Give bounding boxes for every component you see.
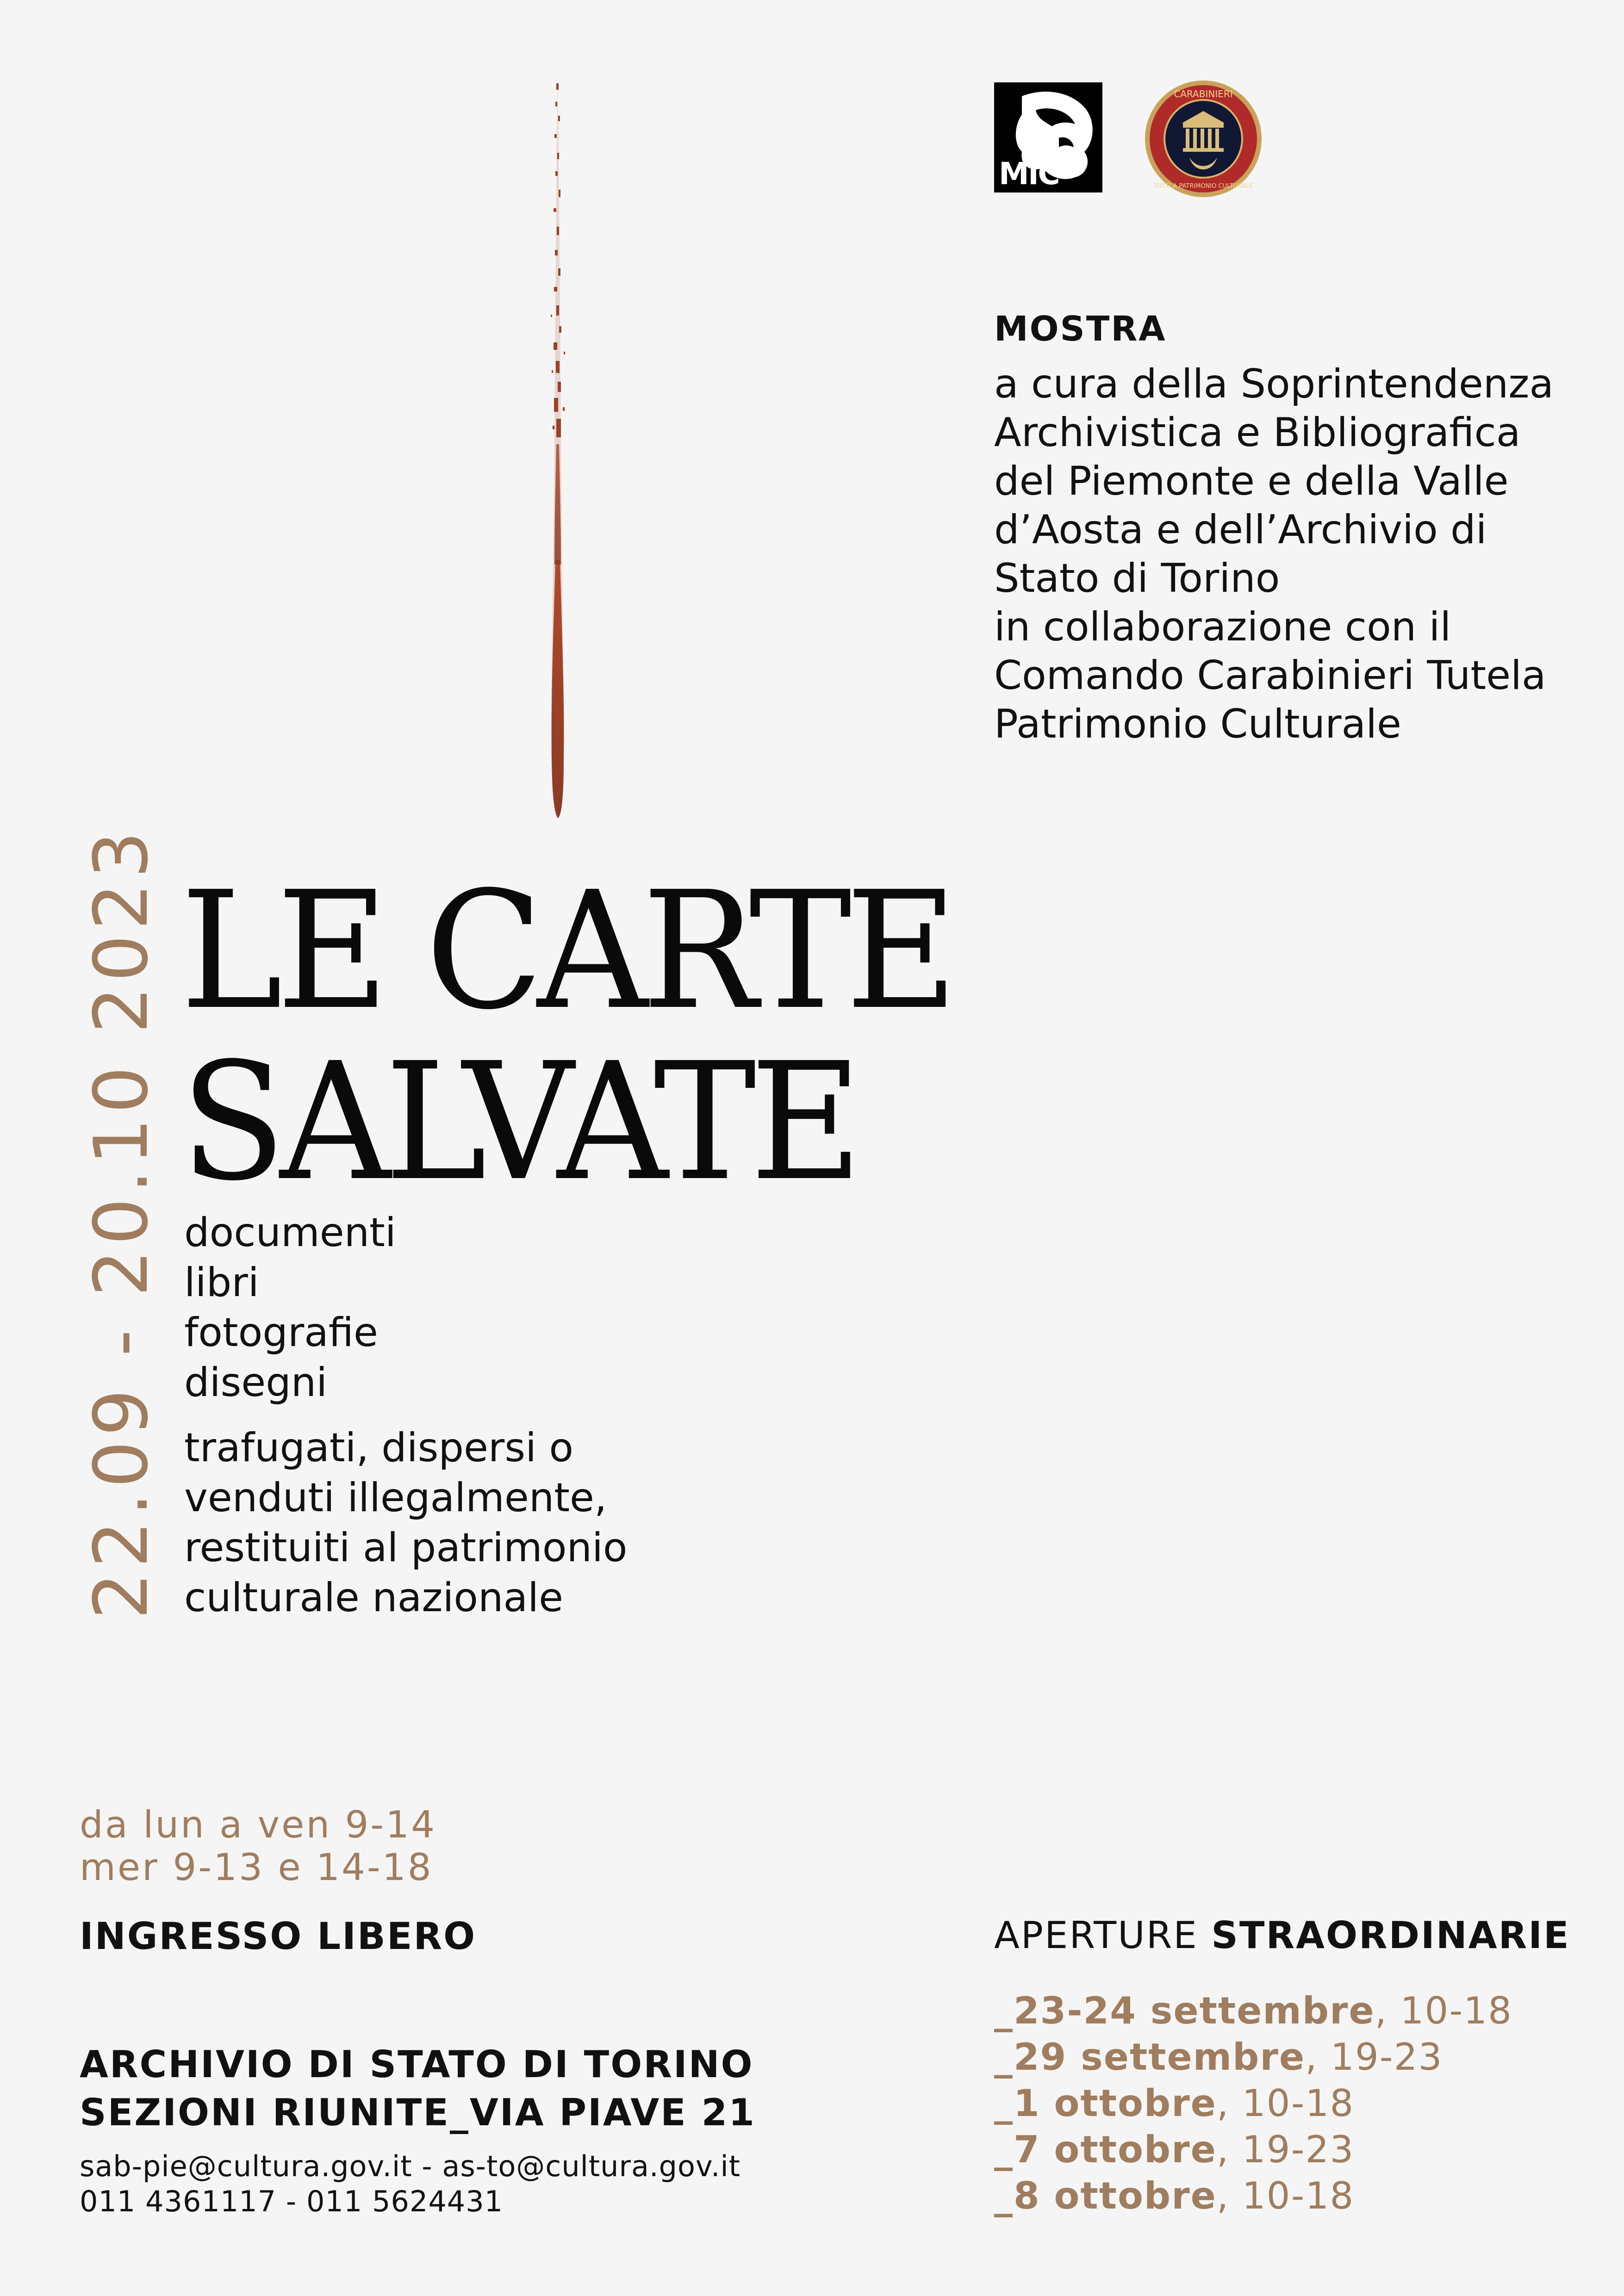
list-item: fotografie xyxy=(184,1309,378,1356)
exhibition-title xyxy=(180,856,992,1216)
special-opening-time: , 19-23 xyxy=(1216,2128,1355,2171)
contact-info xyxy=(80,2149,740,2219)
description-line: venduti illegalmente, xyxy=(184,1475,607,1521)
special-opening-time: , 10-18 xyxy=(1216,2082,1355,2125)
list-item: libri xyxy=(184,1260,259,1306)
special-opening-day: _7 ottobre xyxy=(994,2128,1217,2171)
carabinieri-tpc-logo xyxy=(1143,79,1263,199)
curated-line: Comando Carabinieri Tutela xyxy=(994,652,1546,699)
special-opening-day: _8 ottobre xyxy=(994,2174,1217,2217)
special-openings-list xyxy=(994,1988,1512,2219)
contact-phones[interactable]: 011 4361117 - 011 5624431 xyxy=(80,2184,504,2218)
curated-line: Archivistica e Bibliografica xyxy=(994,410,1521,456)
mic-logo xyxy=(994,82,1102,192)
free-entry-label: INGRESSO LIBERO xyxy=(80,1915,477,1958)
curated-line: Patrimonio Culturale xyxy=(994,701,1401,747)
curated-by-block xyxy=(994,360,1554,749)
mic-logo-text: MiC xyxy=(999,156,1059,192)
special-opening-time: , 10-18 xyxy=(1375,1989,1512,2032)
curated-line: d’Aosta e dell’Archivio di xyxy=(994,507,1487,553)
title-line-2: SALVATE xyxy=(180,1028,857,1216)
special-opening-time: , 19-23 xyxy=(1305,2035,1443,2079)
list-item: disegni xyxy=(184,1359,328,1406)
curated-line: a cura della Soprintendenza xyxy=(994,361,1554,407)
curated-line: Stato di Torino xyxy=(994,555,1280,602)
carabinieri-top-text: CARABINIERI xyxy=(1174,88,1233,99)
title-line-1: LE CARTE xyxy=(180,856,952,1045)
hours-line: mer 9-13 e 14-18 xyxy=(80,1846,433,1889)
brush-stroke-illustration xyxy=(523,74,592,824)
opening-hours xyxy=(80,1804,436,1889)
carabinieri-bottom-text: TUTELA PATRIMONIO CULTURALE xyxy=(1154,183,1253,190)
venue-address xyxy=(80,2041,756,2137)
special-openings-heading-bold: STRAORDINARIE xyxy=(1211,1914,1570,1957)
special-opening-row xyxy=(994,2080,1512,2127)
exhibition-dates: 22.09 - 20.10 2023 xyxy=(78,826,164,1620)
special-openings-heading xyxy=(994,1914,1570,1957)
curated-line: del Piemonte e della Valle xyxy=(994,458,1509,504)
special-opening-row xyxy=(994,1988,1512,2034)
special-opening-time: , 10-18 xyxy=(1216,2174,1355,2217)
description-block xyxy=(184,1423,627,1623)
exhibition-label: MOSTRA xyxy=(994,309,1167,349)
special-opening-day: _1 ottobre xyxy=(994,2082,1217,2125)
contact-emails[interactable]: sab-pie@cultura.gov.it - as-to@cultura.gov.it xyxy=(80,2149,741,2183)
special-opening-row xyxy=(994,2173,1512,2219)
hours-line: da lun a ven 9-14 xyxy=(80,1803,437,1846)
special-opening-day: _23-24 settembre xyxy=(994,1989,1375,2032)
curated-line: in collaborazione con il xyxy=(994,604,1451,650)
special-opening-row xyxy=(994,2127,1512,2173)
address-line: SEZIONI RIUNITE_VIA PIAVE 21 xyxy=(80,2091,756,2134)
list-item: documenti xyxy=(184,1210,396,1256)
description-line: restituiti al patrimonio xyxy=(184,1525,628,1571)
address-line: ARCHIVIO DI STATO DI TORINO xyxy=(80,2043,754,2086)
special-opening-day: _29 settembre xyxy=(994,2035,1306,2079)
special-openings-heading-normal: APERTURE xyxy=(994,1914,1198,1957)
description-line: culturale nazionale xyxy=(184,1575,563,1621)
description-line: trafugati, dispersi o xyxy=(184,1425,573,1471)
special-opening-row xyxy=(994,2034,1512,2080)
items-list xyxy=(184,1208,396,1408)
